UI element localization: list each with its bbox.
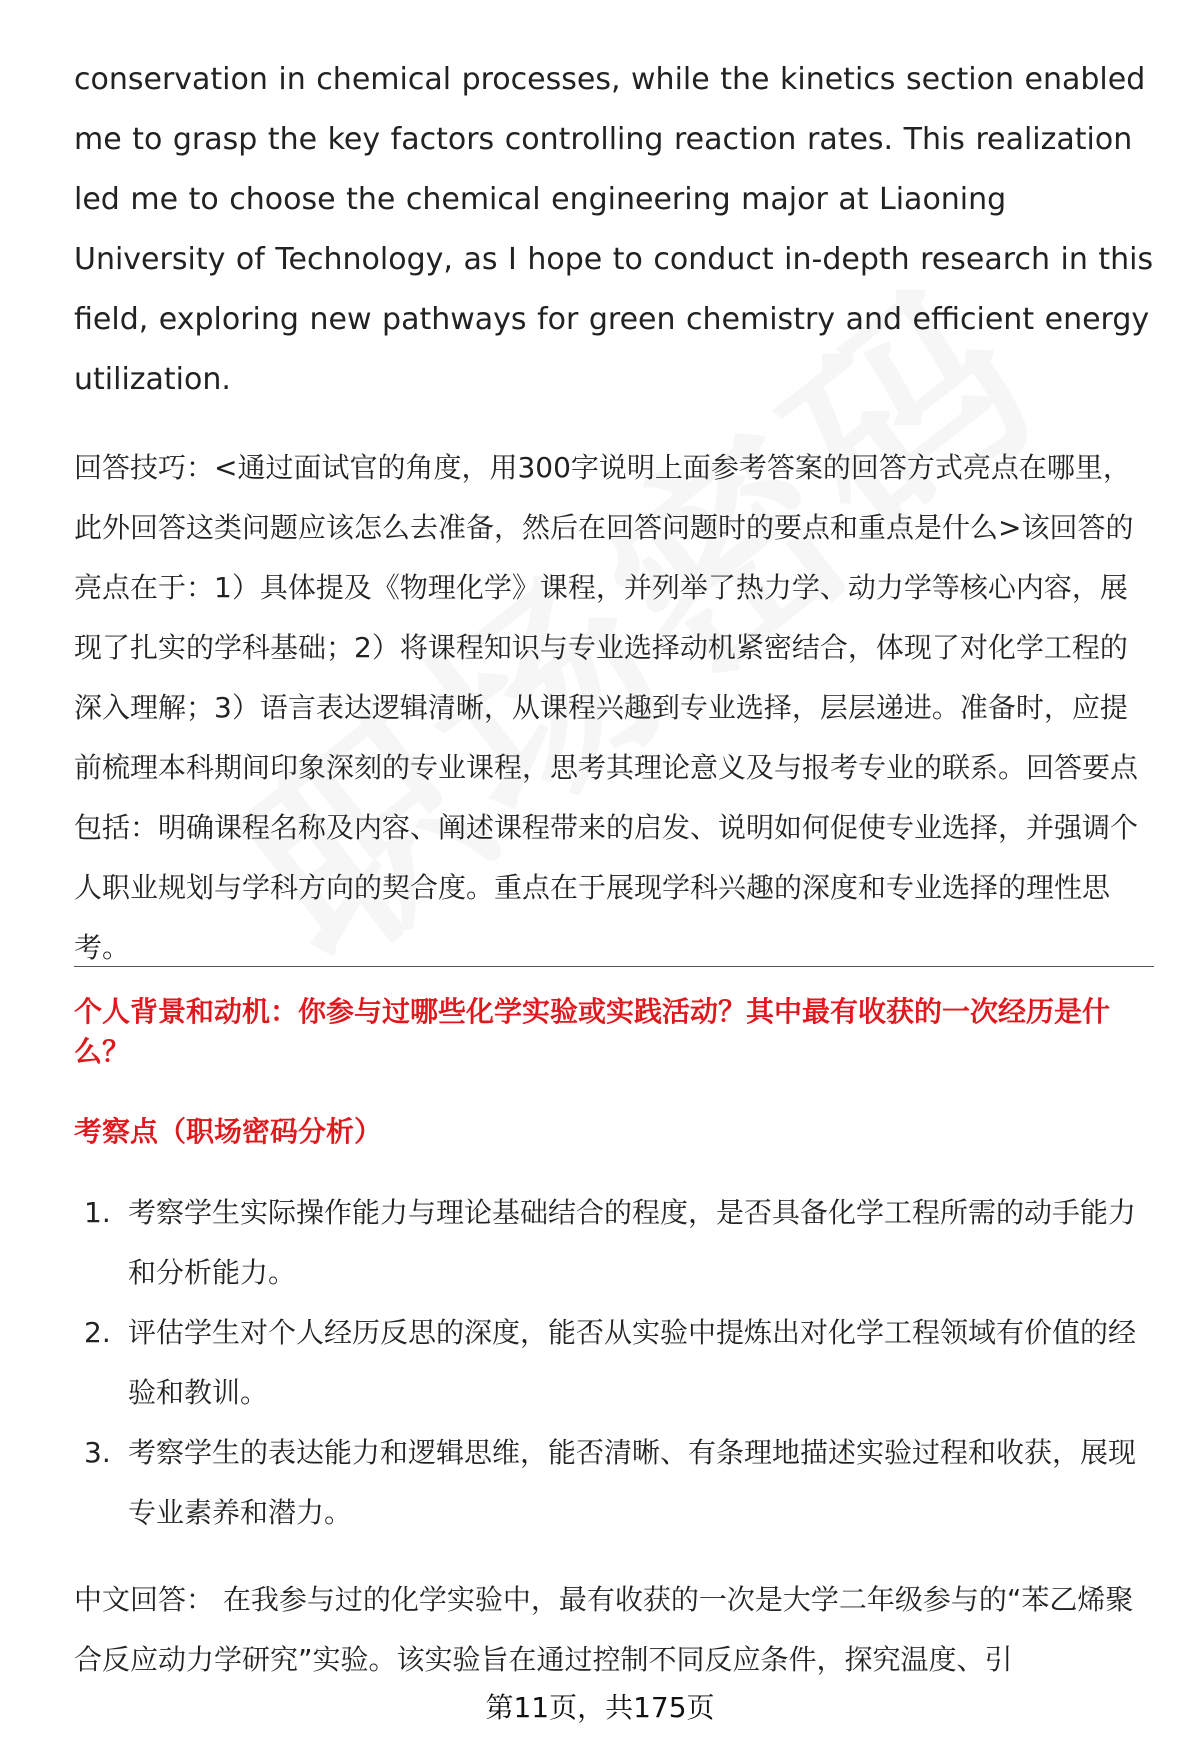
list-item: [74, 1423, 1154, 1543]
list-item-text: 考察学生实际操作能力与理论基础结合的程度，是否具备化学工程所需的动手能力和分析能力。: [128, 1196, 1137, 1289]
tips-paragraph: [74, 438, 1154, 978]
analysis-heading: 考察点（职场密码分析）: [74, 1115, 383, 1148]
list-item: [74, 1183, 1154, 1303]
section-divider: [74, 966, 1154, 967]
page-footer: 第11页，共175页: [485, 1691, 715, 1724]
english-paragraph: conservation in chemical processes, while the kinetics section enabled me to grasp the key factors controlling reaction rates. This realization led me to choose the chemical engineering major at Liaoning University of Technology, as I hope to conduct in-depth research in this field, exploring new pathways for green chemistry and efficient energy utilization.: [74, 62, 1154, 397]
tips-body: 该回答的亮点在于：1）具体提及《物理化学》课程，并列举了热力学、动力学等核心内容，展现了扎实的学科基础；2）将课程知识与专业选择动机紧密结合，体现了对化学工程的深入理解；3）语言表达逻辑清晰，从课程兴趣到专业选择，层层递进。准备时，应提前梳理本科期间印象深刻的专业课程，思考其理论意义及与报考专业的联系。回答要点包括：明确课程名称及内容、阐述课程带来的启发、说明如何促使专业选择，并强调个人职业规划与学科方向的契合度。重点在于展现学科兴趣的深度和专业选择的理性思考。: [74, 511, 1139, 964]
list-item-number: 1.: [84, 1196, 111, 1229]
tips-label: 回答技巧：: [74, 451, 215, 484]
tips-prompt: <通过面试官的角度，用300字说明上面参考答案的回答方式亮点在哪里，此外回答这类问题应该怎么去准备，然后在回答问题时的要点和重点是什么>: [74, 451, 1131, 544]
question-title: 个人背景和动机：你参与过哪些化学实验或实践活动？其中最有收获的一次经历是什么？: [74, 995, 1111, 1068]
list-item-text: 评估学生对个人经历反思的深度，能否从实验中提炼出对化学工程领域有价值的经验和教训。: [128, 1316, 1137, 1409]
list-item: [74, 1303, 1154, 1423]
page-content: [74, 50, 1154, 978]
answer-label: 中文回答：: [74, 1583, 215, 1616]
list-item-number: 2.: [84, 1316, 111, 1349]
analysis-points-list: [74, 1183, 1154, 1543]
answer-text: 在我参与过的化学实验中，最有收获的一次是大学二年级参与的“苯乙烯聚合反应动力学研究”实验。该实验旨在通过控制不同反应条件，探究温度、引: [74, 1583, 1134, 1676]
answer-paragraph: [74, 1570, 1154, 1690]
list-item-number: 3.: [84, 1436, 111, 1469]
list-item-text: 考察学生的表达能力和逻辑思维，能否清晰、有条理地描述实验过程和收获，展现专业素养和潜力。: [128, 1436, 1137, 1529]
